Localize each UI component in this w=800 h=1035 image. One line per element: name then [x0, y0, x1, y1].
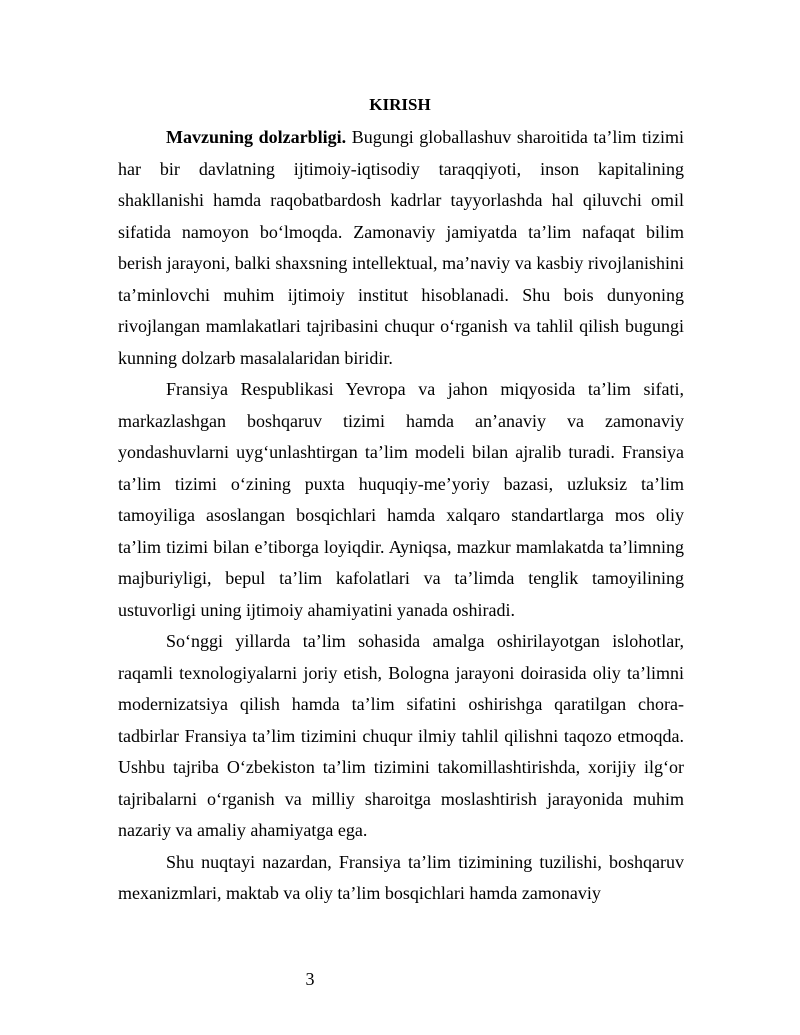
- paragraph-text: So‘nggi yillarda ta’lim sohasida amalga oshirilayotgan islohotlar, raqamli texnologiyalarni joriy etish, Bologna jarayoni doirasida oliy ta’limni modernizatsiya qilish hamda ta’lim sifatini oshirishga qaratilgan chora-tadbirlar Fransiya ta’lim tizimini chuqur ilmiy tahlil qilishni taqozo etmoqda. Ushbu tajriba O‘zbekiston ta’lim tizimini takomillashtirishda, xorijiy ilg‘or tajribalarni o‘rganish va milliy sharoitga moslashtirish jarayonida muhim nazariy va amaliy ahamiyatga ega.: [118, 631, 684, 840]
- paragraph-relevance: [118, 122, 684, 374]
- paragraph-text: Fransiya Respublikasi Yevropa va jahon miqyosida ta’lim sifati, markazlashgan boshqaruv tizimi hamda an’anaviy va zamonaviy yondashuvlarni uyg‘unlashtirgan ta’lim modeli bilan ajralib turadi. Fransiya ta’lim tizimi o‘zining puxta huquqiy-me’yoriy bazasi, uzluksiz ta’lim tamoyiliga asoslangan bosqichlari hamda xalqaro standartlarga mos oliy ta’lim tizimi bilan e’tiborga loyiqdir. Ayniqsa, mazkur mamlakatda ta’limning majburiyligi, bepul ta’lim kafolatlari va ta’limda tenglik tamoyilining ustuvorligi uning ijtimoiy ahamiyatini yanada oshiradi.: [118, 379, 684, 620]
- paragraph-text: Bugungi globallashuv sharoitida ta’lim tizimi har bir davlatning ijtimoiy-iqtisodiy taraqqiyoti, inson kapitalining shakllanishi hamda raqobatbardosh kadrlar tayyorlashda hal qiluvchi omil sifatida namoyon bo‘lmoqda. Zamonaviy jamiyatda ta’lim nafaqat bilim berish jarayoni, balki shaxsning intellektual, ma’naviy va kasbiy rivojlanishini ta’minlovchi muhim ijtimoiy institut hisoblanadi. Shu bois dunyoning rivojlangan mamlakatlari tajribasini chuqur o‘rganish va tahlil qilish bugungi kunning dolzarb masalalaridan biridir.: [118, 127, 684, 368]
- document-body: [118, 122, 684, 910]
- paragraph-lead: Mavzuning dolzarbligi.: [166, 127, 347, 147]
- paragraph-reforms: [118, 626, 684, 847]
- paragraph-france-system: [118, 374, 684, 626]
- paragraph-text: Shu nuqtayi nazardan, Fransiya ta’lim tizimining tuzilishi, boshqaruv mexanizmlari, maktab va oliy ta’lim bosqichlari hamda zamonaviy: [118, 851, 684, 903]
- page-number: 3: [305, 969, 315, 989]
- paragraph-conclusion: [118, 847, 684, 910]
- section-title: KIRISH: [369, 95, 431, 114]
